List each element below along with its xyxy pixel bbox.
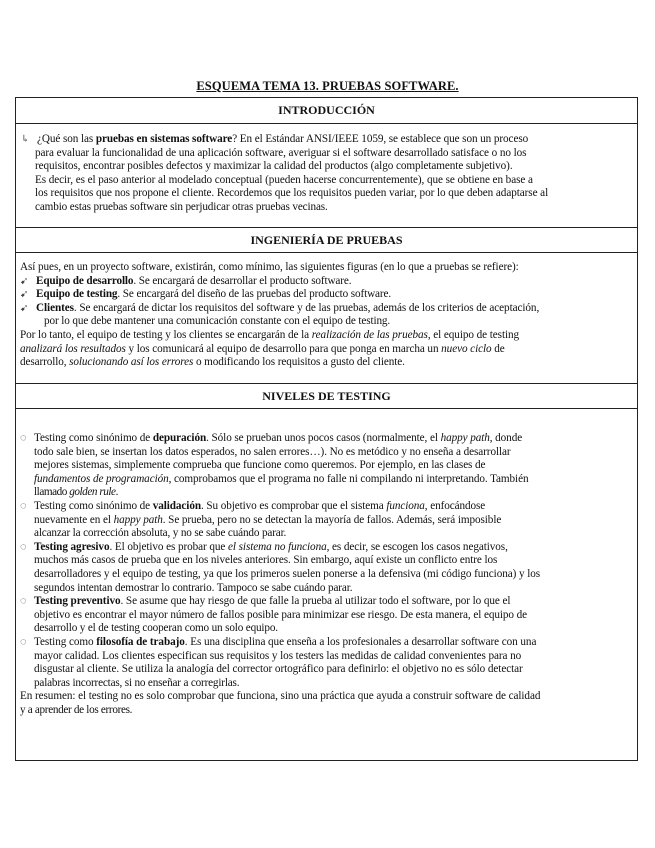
circle-bullet-icon: ◌	[20, 540, 27, 553]
section-heading-introduccion: INTRODUCCIÓN	[16, 98, 637, 124]
niv-item-validacion: ◌ Testing como sinónimo de validación. Su objetivo es comprobar que el sistema funciona, enfocándose	[20, 499, 486, 512]
niv-item-agresivo: ◌ Testing agresivo. El objetivo es probar que el sistema no funciona, es decir, se escogen los casos negativos,	[20, 540, 508, 553]
intro-line-5: los requisitos que nos propone el cliente. Recordemos que los requisitos pueden variar, por lo que deben adaptarse al	[35, 187, 549, 200]
circle-bullet-icon: ◌	[20, 499, 27, 512]
ingenieria-body	[20, 261, 641, 370]
pointer-bullet-icon: ➹	[20, 302, 29, 314]
ing-line-1: Así pues, en un proyecto software, existirán, como mínimo, las siguientes figuras (en lo que a pruebas se refiere):	[20, 261, 519, 273]
niv-item-depuracion: ◌ Testing como sinónimo de depuración. Sólo se prueban unos pocos casos (normalmente, el happy path, donde	[20, 432, 523, 444]
ing-para-line-1: Por lo tanto, el equipo de testing y los clientes se encargarán de la realización de las pruebas, el equipo de testing	[20, 328, 520, 341]
niv-agresivo-line-3: desarrolladores y el equipo de testing, ya que los primeros suelen ponerse a la defensiva (mi código funciona) y los	[34, 567, 541, 580]
ing-bullet-3: ➹ Clientes. Se encargará de dictar los requisitos del software y de las pruebas, además de los criterios de aceptación,	[20, 301, 540, 314]
niv-summary-line-1: En resumen: el testing no es solo comprobar que funciona, sino una práctica que ayuda a construir software de calidad	[20, 690, 541, 703]
niv-depuracion-line-5: llamado golden rule.	[34, 486, 118, 499]
intro-line-6: cambio estas pruebas software sin perjudicar otras pruebas vecinas.	[35, 200, 328, 213]
ing-bullet-2: ➹ Equipo de testing. Se encargará del diseño de las pruebas del producto software.	[20, 288, 392, 301]
intro-line-3: requisitos, encontrar posibles defectos y maximizar la calidad del productos (algo completamente subjetivo).	[35, 160, 513, 173]
niv-filosofia-line-2: mayor calidad. Los clientes especifican sus requisitos y los testers las medidas de calidad convenientes para no	[34, 649, 522, 662]
section-heading-ingenieria: INGENIERÍA DE PRUEBAS	[16, 227, 637, 253]
section-heading-niveles: NIVELES DE TESTING	[16, 383, 637, 409]
niv-summary-line-2: y a aprender de los errores.	[20, 703, 133, 716]
circle-bullet-icon: ◌	[20, 595, 27, 608]
intro-line-1: ↳ ¿Qué son las pruebas en sistemas software? En el Estándar ANSI/IEEE 1059, se establece que son un proceso	[21, 133, 529, 145]
niv-validacion-line-2: nuevamente en el happy path. Se prueba, pero no se detectan la mayoría de fallos. Además, será imposible	[34, 513, 502, 526]
circle-bullet-icon: ◌	[20, 635, 27, 648]
niv-item-preventivo: ◌ Testing preventivo. Se asume que hay riesgo de que falle la prueba al utilizar todo el software, por lo que el	[20, 595, 511, 608]
circle-bullet-icon: ◌	[20, 432, 27, 444]
pointer-bullet-icon: ➹	[20, 275, 29, 287]
niv-filosofia-line-4: palabras incorrectas, si no enseñar a corregirlas.	[34, 676, 240, 689]
niv-agresivo-line-2: muchos más casos de prueba que en los niveles anteriores. Sin embargo, aquí existe un conflicto entre los	[34, 554, 498, 567]
page-title: ESQUEMA TEMA 13. PRUEBAS SOFTWARE.	[196, 79, 459, 93]
intro-line-2: para evaluar la funcionalidad de una aplicación software, averiguar si el software desarrollado satisface o no los	[35, 146, 527, 159]
niv-depuracion-line-3: mejores sistemas, simplemente comprueba que funcione como queremos. Por ejemplo, en las clases de	[34, 459, 486, 472]
niv-item-filosofia: ◌ Testing como filosofía de trabajo. Es una disciplina que enseña a los profesionales a desarrollar software con una	[20, 635, 537, 648]
niv-validacion-line-3: alcanzar la corrección absoluta, y no se sabe cuándo parar.	[34, 527, 287, 540]
ing-bullet-1: ➹ Equipo de desarrollo. Se encargará de desarrollar el producto software.	[20, 274, 352, 287]
ing-bullet-3-cont: por lo que debe mantener una comunicación constante con el equipo de testing.	[44, 315, 391, 328]
niveles-body	[20, 432, 641, 717]
niv-filosofia-line-3: disgustar al cliente. Se utiliza la analogía del corrector ortográfico para definirlo: el objetivo no es sólo detectar	[34, 663, 523, 676]
niv-depuracion-line-2: todo sale bien, se insertan los datos esperados, no salen errores…). No es metódico y no enseña a desarrollar	[34, 445, 511, 458]
niv-preventivo-line-2: objetivo es encontrar el mayor número de fallos posible para minimizar ese riesgo. De esta manera, el equipo de	[34, 608, 528, 621]
niv-agresivo-line-4: segundos intentan demostrar lo contrario. Tampoco se sabe cuándo parar.	[34, 581, 353, 594]
pointer-bullet-icon: ➹	[20, 289, 29, 301]
ing-para-line-2: analizará los resultados y los comunicará al equipo de desarrollo para que ponga en marcha un nuevo ciclo de	[20, 342, 505, 355]
arrow-bullet-icon: ↳	[21, 134, 30, 145]
niv-preventivo-line-3: desarrollo y el de testing cooperan como un solo equipo.	[34, 622, 278, 635]
ing-para-line-3: desarrollo, solucionando así los errores o modificando los requisitos a gusto del cliente.	[20, 356, 405, 369]
niv-depuracion-line-4: fundamentos de programación, comprobamos que el programa no falle ni compilando ni interpretando. También	[34, 472, 529, 485]
intro-body	[21, 133, 642, 215]
intro-line-4: Es decir, es el paso anterior al modelado conceptual (pueden hacerse concurrentemente), que se obtiene en base a	[35, 173, 533, 186]
document-frame	[15, 97, 638, 761]
